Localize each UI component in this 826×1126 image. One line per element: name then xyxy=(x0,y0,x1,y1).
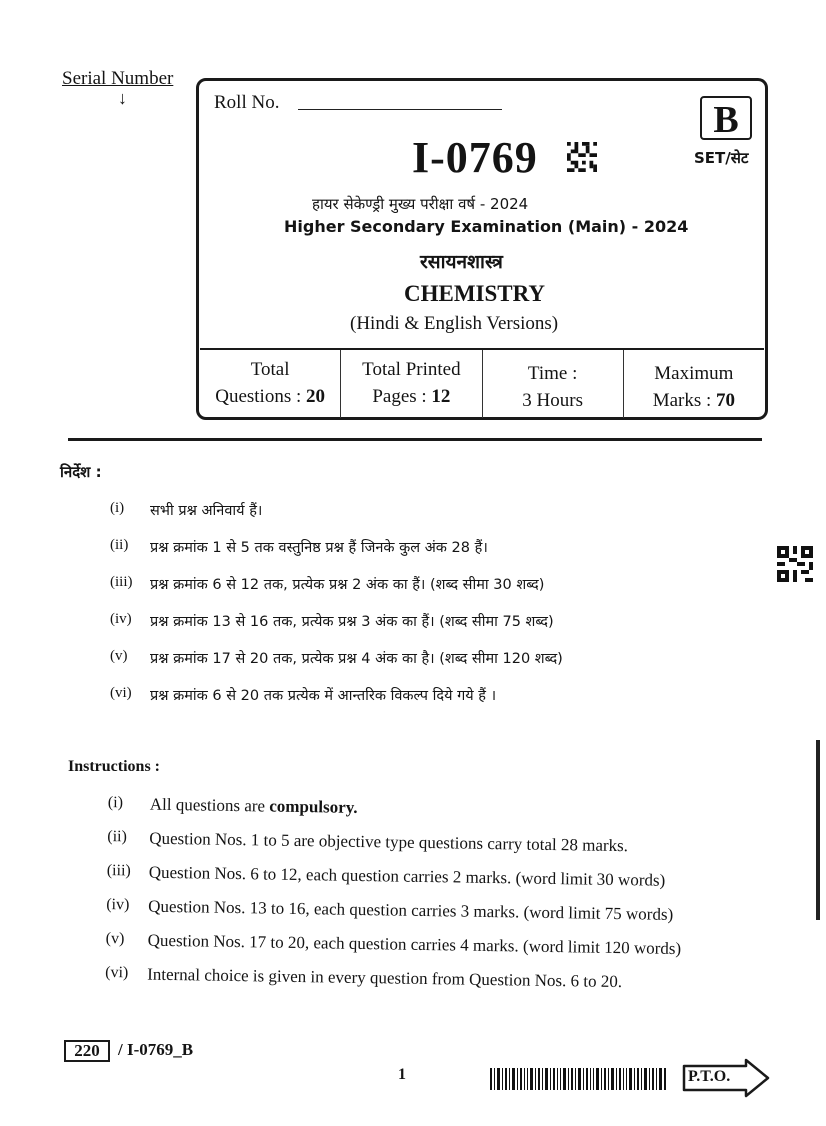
total-pages-label: Total Printed xyxy=(362,359,461,380)
item-number: (vi) xyxy=(110,685,132,701)
total-pages-label2: Pages : xyxy=(372,386,427,407)
max-marks-label2: Marks : xyxy=(652,390,712,411)
list-item xyxy=(110,648,750,685)
max-marks-cell xyxy=(624,350,764,418)
item-text-bold: compulsory. xyxy=(269,796,358,817)
subject-english: CHEMISTRY xyxy=(404,281,546,306)
paper-code: I-0769 xyxy=(412,133,538,182)
hindi-instructions-heading: निर्देश : xyxy=(60,463,102,481)
time-value: 3 Hours xyxy=(522,390,583,411)
item-text: Question Nos. 1 to 5 are objective type questions carry total 28 marks. xyxy=(149,828,629,856)
item-number: (v) xyxy=(110,648,128,664)
item-text: प्रश्न क्रमांक 17 से 20 तक, प्रत्येक प्रश्न 4 अंक का है। (शब्द सीमा 120 शब्द) xyxy=(150,651,563,667)
list-item xyxy=(110,500,750,537)
exam-title-hindi: हायर सेकेण्ड्री मुख्य परीक्षा वर्ष - 2024 xyxy=(312,195,529,213)
list-item xyxy=(110,685,750,722)
hindi-instructions-list xyxy=(110,500,750,722)
max-marks-label: Maximum xyxy=(654,363,734,384)
item-text: प्रश्न क्रमांक 6 से 12 तक, प्रत्येक प्रश्न 2 अंक का हैं। (शब्द सीमा 30 शब्द) xyxy=(150,577,545,593)
serial-arrow-icon: ↓ xyxy=(118,88,127,108)
serial-number-label: Serial Number xyxy=(62,68,174,89)
time-cell xyxy=(483,350,624,418)
paper-qr-icon xyxy=(566,142,598,172)
item-number: (i) xyxy=(107,794,124,812)
item-text: Question Nos. 6 to 12, each question carries 2 marks. (word limit 30 words) xyxy=(148,862,666,890)
total-questions-value: 20 xyxy=(306,386,326,407)
english-instructions-heading: Instructions : xyxy=(68,758,161,775)
list-item xyxy=(110,574,750,611)
item-text: Question Nos. 17 to 20, each question carries 4 marks. (word limit 120 words) xyxy=(147,930,682,959)
english-instructions-list xyxy=(105,794,768,1008)
roll-no-label: Roll No. xyxy=(214,92,280,113)
scan-edge-line xyxy=(816,740,820,920)
set-letter-box: B xyxy=(700,96,752,140)
total-questions-label: Total xyxy=(250,359,290,380)
total-pages-cell xyxy=(341,350,482,418)
item-number: (iii) xyxy=(110,574,133,590)
side-qr-code-icon xyxy=(776,546,814,582)
item-number: (ii) xyxy=(110,537,129,553)
set-label: SET/सेट xyxy=(694,149,749,167)
exam-info-table xyxy=(200,348,764,418)
max-marks-value: 70 xyxy=(716,390,736,411)
item-number: (iv) xyxy=(110,611,132,627)
item-text: All questions are xyxy=(149,794,270,816)
total-pages-value: 12 xyxy=(431,386,451,407)
item-number: (i) xyxy=(110,500,125,516)
time-label: Time : xyxy=(527,363,578,384)
item-text: प्रश्न क्रमांक 13 से 16 तक, प्रत्येक प्रश्न 3 अंक का हैं। (शब्द सीमा 75 शब्द) xyxy=(150,614,554,630)
footer-paper-code: / I-0769_B xyxy=(118,1040,194,1059)
roll-no-field[interactable] xyxy=(298,109,502,110)
item-text: प्रश्न क्रमांक 6 से 20 तक प्रत्येक में आन्तरिक विकल्प दिये गये हैं । xyxy=(150,688,497,704)
pto-label: P.T.O. xyxy=(688,1068,731,1085)
item-number: (vi) xyxy=(105,963,129,982)
subject-hindi: रसायनशास्त्र xyxy=(420,251,503,273)
barcode-icon xyxy=(490,1068,668,1090)
item-text: Internal choice is given in every question from Question Nos. 6 to 20. xyxy=(147,964,623,992)
list-item xyxy=(110,537,750,574)
item-number: (v) xyxy=(105,929,125,948)
total-questions-cell xyxy=(200,350,341,418)
item-text: प्रश्न क्रमांक 1 से 5 तक वस्तुनिष्ठ प्रश्न हैं जिनके कुल अंक 28 हैं। xyxy=(150,540,488,556)
footer-code-box: 220 xyxy=(64,1040,110,1062)
item-number: (iii) xyxy=(106,861,131,880)
versions-note: (Hindi & English Versions) xyxy=(350,313,559,334)
total-questions-label2: Questions : xyxy=(215,386,302,407)
exam-title-english: Higher Secondary Examination (Main) - 2024 xyxy=(284,217,689,236)
item-number: (ii) xyxy=(107,827,128,846)
list-item xyxy=(110,611,750,648)
item-number: (iv) xyxy=(106,895,130,914)
header-divider xyxy=(68,438,762,441)
item-text: Question Nos. 13 to 16, each question carries 3 marks. (word limit 75 words) xyxy=(148,896,674,924)
page-number: 1 xyxy=(398,1066,406,1083)
item-text: सभी प्रश्न अनिवार्य हैं। xyxy=(150,503,263,519)
